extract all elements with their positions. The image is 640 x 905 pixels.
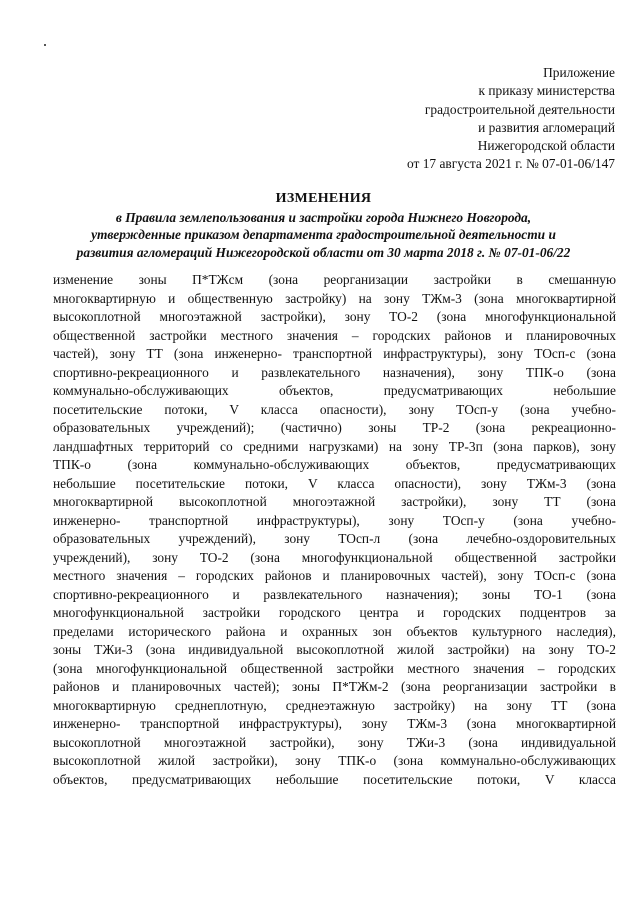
body-line: инженерно- транспортной инфраструктуры), зону ТОсп-у (зона учебно- <box>53 512 616 528</box>
body-line: образовательных учреждений); (частично) зоны ТР-2 (зона рекреационно- <box>53 420 616 435</box>
appendix-line: Нижегородской области <box>477 138 615 154</box>
body-line: многоквартирную среднеплотную, среднеэтажную застройку) на зону ТТ (зона <box>53 697 616 713</box>
document-subtitle-line: развития агломераций Нижегородской области от 30 марта 2018 г. № 07-01-06/22 <box>76 244 571 260</box>
body-line: частей), зону ТТ (зона инженерно- транспортной инфраструктуры), зону ТОсп-с (зона <box>53 346 616 361</box>
scan-speck <box>44 44 46 46</box>
document-heading <box>30 190 617 261</box>
appendix-block <box>407 64 615 174</box>
appendix-line: градостроительной деятельности <box>424 101 615 117</box>
document-title: ИЗМЕНЕНИЯ <box>275 191 372 206</box>
appendix-line: и развития агломераций <box>478 119 615 135</box>
body-line: ландшафтных территорий со средними нагрузками) на зону ТР-3п (зона парков), зону <box>53 438 616 454</box>
body-line: образовательных учреждений), зону ТОсп-л (зона лечебно-оздоровительных <box>53 531 616 546</box>
body-line: общественной застройки местного значения – городских районов и планировочных <box>53 327 616 343</box>
body-line: пределами исторического района и охранных зон объектов культурного наследия), <box>53 623 616 639</box>
body-line: изменение зоны П*ТЖсм (зона реорганизации застройки в смешанную <box>53 272 616 287</box>
body-line: районов и планировочных частей); зоны П*ТЖм-2 (зона реорганизации застройки в <box>53 679 616 694</box>
body-line: ТПК-о (зона коммунально-обслуживающих объектов, предусматривающих <box>53 457 616 472</box>
document-subtitle-line: в Правила землепользования и застройки города Нижнего Новгорода, <box>115 209 532 225</box>
body-line: многофункциональной застройки городского центра и городских подцентров за <box>53 605 616 620</box>
body-line: учреждений), зону ТО-2 (зона многофункциональной общественной застройки <box>53 549 616 565</box>
body-line: (зона многофункциональной общественной застройки местного значения – городских <box>53 660 616 676</box>
body-line: высокоплотной жилой застройки), зону ТПК-о (зона коммунально-обслуживающих <box>53 753 616 768</box>
body-line: инженерно- транспортной инфраструктуры), зону ТЖм-3 (зона многоквартирной <box>53 716 616 731</box>
body-line: коммунально-обслуживающих объектов, предусматривающих небольшие <box>53 383 616 398</box>
document-subtitle-line: утвержденные приказом департамента градостроительной деятельности и <box>91 227 556 242</box>
body-line: спортивно-рекреационного и развлекательного назначения); зоны ТО-1 (зона <box>53 586 616 602</box>
body-line: зоны ТЖи-3 (зона индивидуальной высокоплотной жилой застройки) на зону ТО-2 <box>53 642 616 657</box>
appendix-line: Приложение <box>543 65 615 80</box>
body-line: спортивно-рекреационного и развлекательного назначения), зону ТПК-о (зона <box>53 364 616 380</box>
appendix-line: к приказу министерства <box>478 83 615 99</box>
body-line: многоквартирную и общественную застройку) на зону ТЖм-3 (зона многоквартирной <box>53 290 616 306</box>
body-line: небольшие посетительские потоки, V класса опасности), зону ТЖм-3 (зона <box>53 475 616 491</box>
appendix-line: от 17 августа 2021 г. № 07-01-06/147 <box>407 156 615 172</box>
body-line: посетительские потоки, V класса опасности), зону ТОсп-у (зона учебно- <box>53 401 616 417</box>
body-line: объектов, предусматривающих небольшие посетительские потоки, V класса <box>53 771 616 787</box>
body-line: высокоплотной многоэтажной застройки), зону ТО-2 (зона многофункциональной <box>53 309 616 324</box>
body-line: местного значения – городских районов и планировочных частей), зону ТОсп-с (зона <box>53 568 616 583</box>
body-line: многоквартирной высокоплотной многоэтажной застройки), зону ТТ (зона <box>53 494 616 509</box>
document-body <box>53 271 616 789</box>
body-line: высокоплотной многоэтажной застройки), зону ТЖи-3 (зона индивидуальной <box>53 734 616 750</box>
